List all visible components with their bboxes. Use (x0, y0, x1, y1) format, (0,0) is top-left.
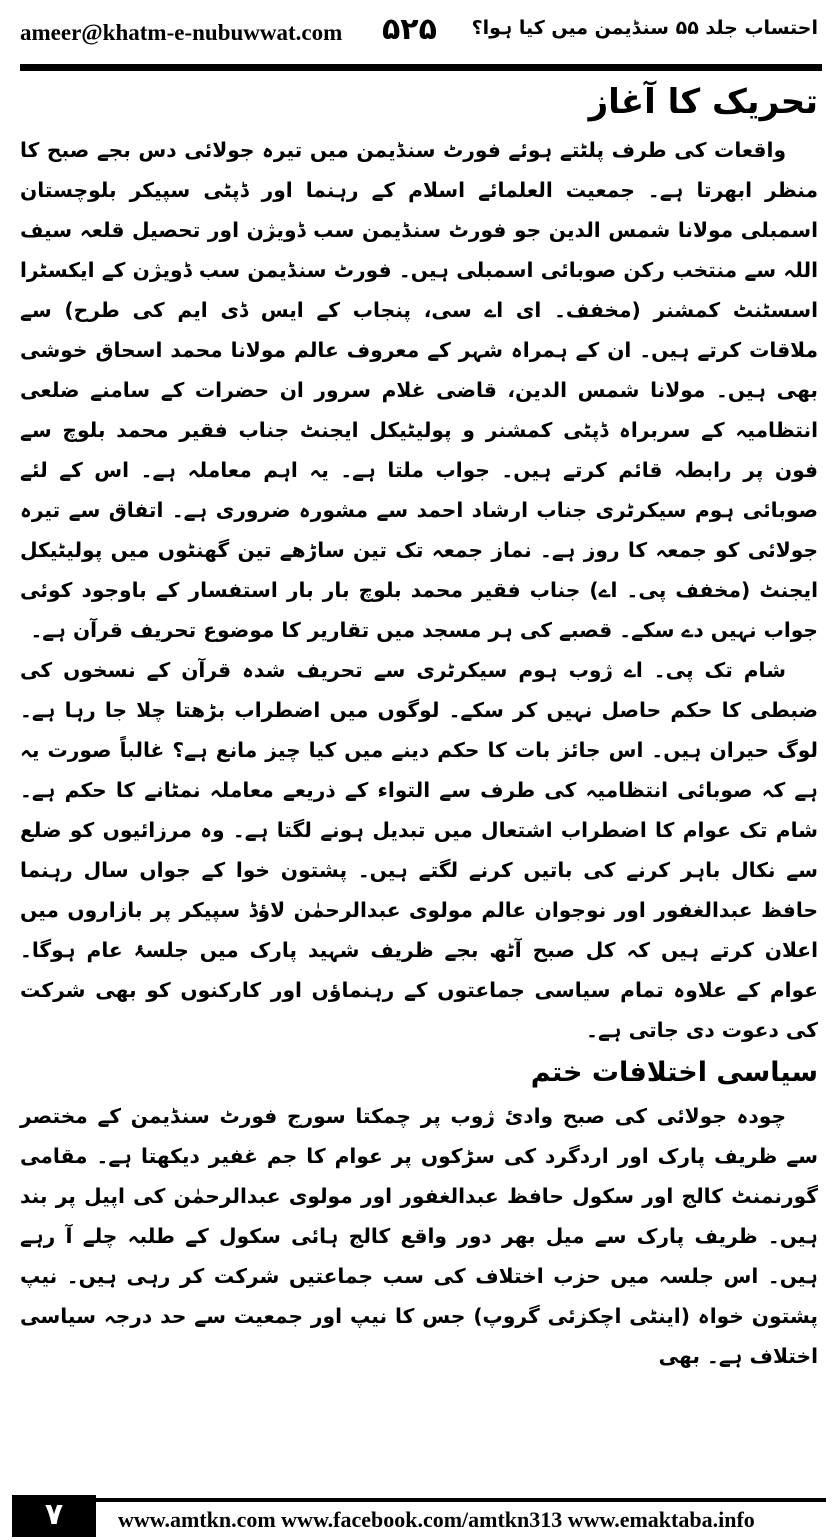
page-number: ۵۲۵ (382, 12, 437, 47)
page-footer (0, 1490, 840, 1540)
header-divider (20, 64, 822, 71)
paragraph: واقعات کی طرف پلٹتے ہوئے فورٹ سنڈیمن میں تیرہ جولائی دس بجے صبح کا منظر ابھرتا ہے۔ جمعیت العلمائے اسلام کے رہنما اور ڈپٹی سپیکر بلوچستان اسمبلی مولانا شمس الدین جو فورٹ سنڈیمن سب ڈویژن اور تحصیل قلعہ سیف اللہ سے منتخب رکن صوبائی اسمبلی ہیں۔ فورٹ سنڈیمن سب ڈویژن کے ایکسٹرا اسسٹنٹ کمشنر (مخفف۔ ای اے سی، پنجاب کے ایس ڈی ایم کی طرح) سے ملاقات کرتے ہیں۔ ان کے ہمراہ شہر کے معروف عالم مولانا محمد اسحاق خوشی بھی ہیں۔ مولانا شمس الدین، قاضی غلام سرور ان حضرات کے سامنے ضلعی انتظامیہ کے سربراہ ڈپٹی کمشنر و پولیٹیکل ایجنٹ جناب فقیر محمد بلوچ سے فون پر رابطہ قائم کرتے ہیں۔ جواب ملتا ہے۔ یہ اہم معاملہ ہے۔ اس کے لئے صوبائی ہوم سیکرٹری جناب ارشاد احمد سے مشورہ ضروری ہے۔ اتفاق سے تیرہ جولائی کو جمعہ کا روز ہے۔ نماز جمعہ تک تین ساڑھے تین گھنٹوں میں پولیٹیکل ایجنٹ (مخفف پی۔ اے) جناب فقیر محمد بلوچ بار بار استفسار کے باوجود کوئی جواب نہیں دے سکے۔ قصبے کی ہر مسجد میں تقاریر کا موضوع تحریف قرآن ہے۔ (20, 138, 818, 642)
article-body (20, 74, 818, 1376)
footer-page-tag: ۷ (12, 1495, 96, 1537)
footer-divider (96, 1498, 826, 1502)
paragraph: شام تک پی۔ اے ژوب ہوم سیکرٹری سے تحریف شدہ قرآن کے نسخوں کی ضبطی کا حکم حاصل نہیں کر سکے۔ لوگوں میں اضطراب بڑھتا چلا جا رہا ہے۔ لوگ حیران ہیں۔ اس جائز بات کا حکم دینے میں کیا چیز مانع ہے؟ غالباً صورت یہ ہے کہ صوبائی انتظامیہ کی طرف سے التواء کے ذریعے معاملہ نمٹانے کا حکم ہے۔ شام تک عوام کا اضطراب اشتعال میں تبدیل ہونے لگتا ہے۔ وہ مرزائیوں کو ضلع سے نکال باہر کرنے کی باتیں کرنے لگتے ہیں۔ پشتون خوا کے جواں سال رہنما حافظ عبدالغفور اور نوجوان عالم مولوی عبدالرحمٰن لاؤڈ سپیکر پر بازاروں میں اعلان کرتے ہیں کہ کل صبح آٹھ بجے ظریف شہید پارک میں جلسۂ عام ہوگا۔ عوام کے علاوہ تمام سیاسی جماعتوں کے رہنماؤں اور کارکنوں کو بھی شرکت کی دعوت دی جاتی ہے۔ (20, 658, 818, 1042)
running-title: احتساب جلد ۵۵ سنڈیمن میں کیا ہوا؟ (471, 17, 818, 39)
section-heading: سیاسی اختلافات ختم (530, 1057, 818, 1088)
section-heading: تحریک کا آغاز (588, 82, 818, 122)
paragraph: چودہ جولائی کی صبح وادئ ژوب پر چمکتا سورج فورٹ سنڈیمن کے مختصر سے ظریف پارک اور اردگرد کی سڑکوں پر عوام کا جم غفیر دیکھتا ہے۔ مقامی گورنمنٹ کالج اور سکول حافظ عبدالغفور اور مولوی عبدالرحمٰن کی اپیل پر بند ہیں۔ ظریف پارک سے میل بھر دور واقع کالج ہائی سکول کے طلبہ چلے آ رہے ہیں۔ اس جلسہ میں حزب اختلاف کی سب جماعتیں شرکت کر رہی ہیں۔ نیپ پشتون خواہ (اینٹی اچکزئی گروپ) جس کا نیپ اور جمعیت سے حد درجہ سیاسی اختلاف ہے۔ بھی (20, 1104, 818, 1368)
page-header (0, 0, 840, 72)
footer-links: www.amtkn.com www.facebook.com/amtkn313 www.emaktaba.info (118, 1507, 755, 1532)
header-email: ameer@khatm-e-nubuwwat.com (20, 20, 343, 45)
